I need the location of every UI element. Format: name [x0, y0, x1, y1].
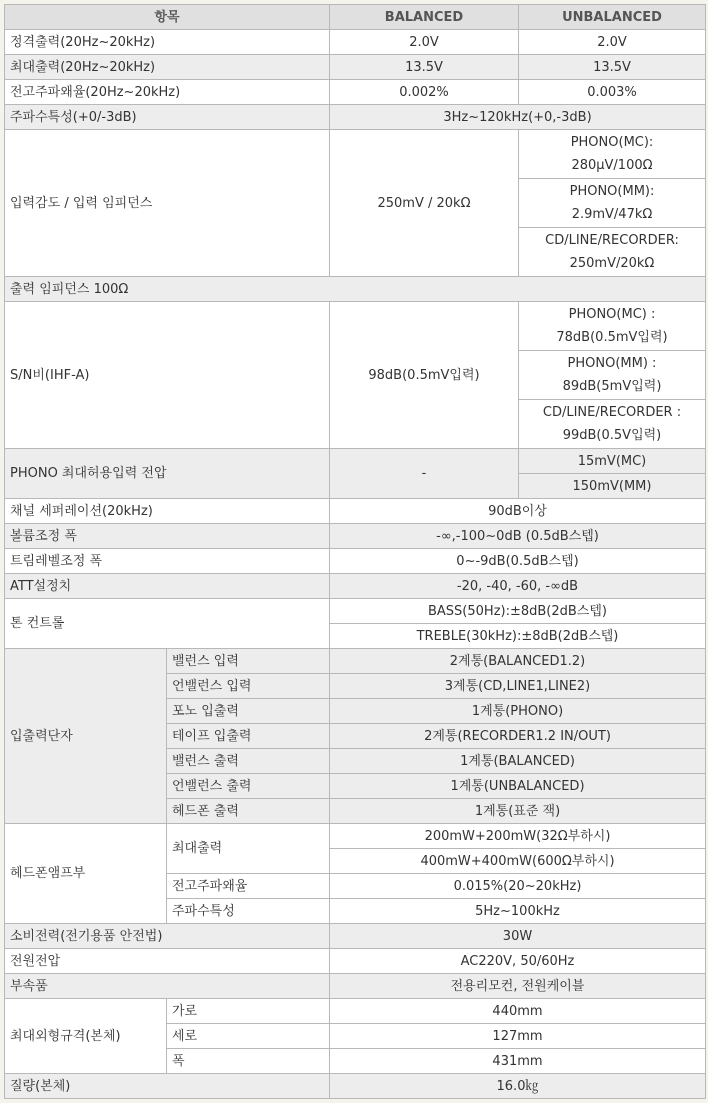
row-rated-output [5, 30, 706, 55]
label-trim-range: 트림레벨조정 폭 [5, 549, 330, 574]
sublabel-hp-max-output: 최대출력 [167, 824, 330, 874]
value-phono-max-input-mc: 15mV(MC) [519, 449, 706, 474]
value-dim-1: 127mm [330, 1024, 706, 1049]
row-input-sensitivity [5, 130, 706, 179]
value-sn-ratio-balanced: 98dB(0.5mV입력) [330, 302, 519, 449]
row-max-output [5, 55, 706, 80]
value-rated-output-unbalanced: 2.0V [519, 30, 706, 55]
value-power-consumption: 30W [330, 924, 706, 949]
label-output-impedance: 출력 임피던스 100Ω [5, 277, 706, 302]
value-volume-range: -∞,-100~0dB (0.5dB스텝) [330, 524, 706, 549]
row-att [5, 574, 706, 599]
sublabel-hp-thd: 전고주파왜율 [167, 874, 330, 899]
value-io-4: 1계통(BALANCED) [330, 749, 706, 774]
row-thd [5, 80, 706, 105]
label-headphone-amp: 헤드폰앰프부 [5, 824, 167, 924]
value-max-output-unbalanced: 13.5V [519, 55, 706, 80]
row-io-terminals [5, 649, 706, 674]
sublabel-io-2: 포노 입출력 [167, 699, 330, 724]
sublabel-io-6: 헤드폰 출력 [167, 799, 330, 824]
label-weight: 질량(본체) [5, 1074, 330, 1099]
value-tone-treble: TREBLE(30kHz):±8dB(2dB스텝) [330, 624, 706, 649]
value-phono-max-input-balanced: - [330, 449, 519, 499]
header-balanced: BALANCED [330, 5, 519, 30]
header-row [5, 5, 706, 30]
value-input-sensitivity-phono-mm: PHONO(MM): 2.9mV/47kΩ [519, 179, 706, 228]
value-sn-ratio-line: CD/LINE/RECORDER : 99dB(0.5V입력) [519, 400, 706, 449]
sublabel-io-5: 언밸런스 출력 [167, 774, 330, 799]
value-dim-0: 440mm [330, 999, 706, 1024]
sublabel-io-3: 테이프 입출력 [167, 724, 330, 749]
label-phono-max-input: PHONO 최대허용입력 전압 [5, 449, 330, 499]
sublabel-io-0: 밸런스 입력 [167, 649, 330, 674]
row-tone-control [5, 599, 706, 624]
value-io-1: 3계통(CD,LINE1,LINE2) [330, 674, 706, 699]
value-weight: 16.0㎏ [330, 1074, 706, 1099]
value-io-2: 1계통(PHONO) [330, 699, 706, 724]
value-hp-thd: 0.015%(20~20kHz) [330, 874, 706, 899]
value-hp-max-output-600: 400mW+400mW(600Ω부하시) [330, 849, 706, 874]
value-accessories: 전용리모컨, 전원케이블 [330, 974, 706, 999]
header-unbalanced: UNBALANCED [519, 5, 706, 30]
row-phono-max-input [5, 449, 706, 474]
value-sn-ratio-phono-mm: PHONO(MM) : 89dB(5mV입력) [519, 351, 706, 400]
row-sn-ratio [5, 302, 706, 351]
value-freq-response: 3Hz~120kHz(+0,-3dB) [330, 105, 706, 130]
value-io-5: 1계통(UNBALANCED) [330, 774, 706, 799]
label-io-terminals: 입출력단자 [5, 649, 167, 824]
sublabel-hp-freq: 주파수특성 [167, 899, 330, 924]
label-rated-output: 정격출력(20Hz~20kHz) [5, 30, 330, 55]
label-power-consumption: 소비전력(전기용품 안전법) [5, 924, 330, 949]
value-att: -20, -40, -60, -∞dB [330, 574, 706, 599]
label-channel-separation: 채널 세퍼레이션(20kHz) [5, 499, 330, 524]
value-tone-bass: BASS(50Hz):±8dB(2dB스텝) [330, 599, 706, 624]
label-accessories: 부속품 [5, 974, 330, 999]
label-dimensions: 최대외형규격(본체) [5, 999, 167, 1074]
value-input-sensitivity-line: CD/LINE/RECORDER: 250mV/20kΩ [519, 228, 706, 277]
sublabel-dim-1: 세로 [167, 1024, 330, 1049]
value-io-6: 1계통(표준 잭) [330, 799, 706, 824]
sublabel-dim-0: 가로 [167, 999, 330, 1024]
value-trim-range: 0~-9dB(0.5dB스텝) [330, 549, 706, 574]
value-input-sensitivity-phono-mc: PHONO(MC): 280μV/100Ω [519, 130, 706, 179]
header-item: 항목 [5, 5, 330, 30]
value-phono-max-input-mm: 150mV(MM) [519, 474, 706, 499]
sublabel-io-1: 언밸런스 입력 [167, 674, 330, 699]
value-dim-2: 431mm [330, 1049, 706, 1074]
label-tone-control: 톤 컨트롤 [5, 599, 330, 649]
label-power-voltage: 전원전압 [5, 949, 330, 974]
label-input-sensitivity: 입력감도 / 입력 임피던스 [5, 130, 330, 277]
row-accessories [5, 974, 706, 999]
label-freq-response: 주파수특성(+0/-3dB) [5, 105, 330, 130]
value-thd-balanced: 0.002% [330, 80, 519, 105]
value-io-3: 2계통(RECORDER1.2 IN/OUT) [330, 724, 706, 749]
label-sn-ratio: S/N비(IHF-A) [5, 302, 330, 449]
row-dimensions [5, 999, 706, 1024]
value-input-sensitivity-balanced: 250mV / 20kΩ [330, 130, 519, 277]
value-max-output-balanced: 13.5V [330, 55, 519, 80]
value-io-0: 2계통(BALANCED1.2) [330, 649, 706, 674]
label-att: ATT설정치 [5, 574, 330, 599]
row-power-consumption [5, 924, 706, 949]
value-hp-freq: 5Hz~100kHz [330, 899, 706, 924]
row-output-impedance [5, 277, 706, 302]
value-channel-separation: 90dB이상 [330, 499, 706, 524]
label-thd: 전고주파왜율(20Hz~20kHz) [5, 80, 330, 105]
row-freq-response [5, 105, 706, 130]
row-volume-range [5, 524, 706, 549]
sublabel-io-4: 밸런스 출력 [167, 749, 330, 774]
label-volume-range: 볼륨조정 폭 [5, 524, 330, 549]
value-sn-ratio-phono-mc: PHONO(MC) : 78dB(0.5mV입력) [519, 302, 706, 351]
label-max-output: 최대출력(20Hz~20kHz) [5, 55, 330, 80]
row-channel-separation [5, 499, 706, 524]
value-power-voltage: AC220V, 50/60Hz [330, 949, 706, 974]
spec-table [4, 4, 706, 1099]
row-trim-range [5, 549, 706, 574]
row-weight [5, 1074, 706, 1099]
value-hp-max-output-32: 200mW+200mW(32Ω부하시) [330, 824, 706, 849]
value-rated-output-balanced: 2.0V [330, 30, 519, 55]
value-thd-unbalanced: 0.003% [519, 80, 706, 105]
row-power-voltage [5, 949, 706, 974]
row-headphone-amp [5, 824, 706, 849]
sublabel-dim-2: 폭 [167, 1049, 330, 1074]
